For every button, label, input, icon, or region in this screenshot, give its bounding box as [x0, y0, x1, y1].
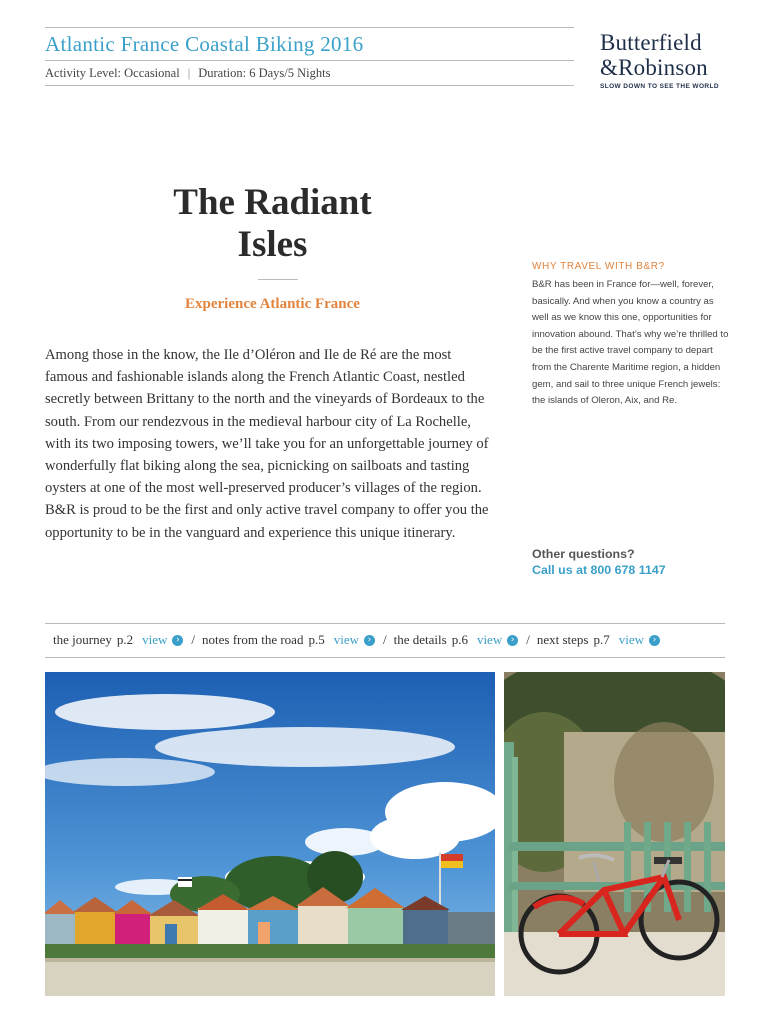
intro-paragraph: Among those in the know, the Ile d’Oléron and Ile de Ré are the most famous and fashionable islands along the French Atlantic Coast, nestled secretly between Brittany to the north and the vineyards of Bordeaux to the south. From our rendezvous in the medieval harbour city of La Rochelle, with its two imposing towers, we’ll take you for an unforgettable journey of wonderfully flat biking along the sea, picnicking on sailboats and tasting oysters at one of the most well-preserved producer’s villages of the region. B&R is proud to be the first and only active travel company to offer you the opportunity to be in the vanguard and experience this unique itinerary. — [45, 347, 489, 541]
nav-view-link-journey[interactable]: view — [142, 632, 168, 647]
logo-tagline: SLOW DOWN TO SEE THE WORLD — [600, 83, 719, 90]
nav-item-details — [394, 632, 519, 648]
chevron-right-icon[interactable]: › — [364, 635, 375, 646]
photo-colorful-cabins — [45, 672, 495, 996]
nav-separator: / — [382, 632, 387, 647]
sidebar-heading: WHY TRAVEL WITH B&R? — [532, 261, 665, 272]
chevron-right-icon[interactable]: › — [507, 635, 518, 646]
nav-separator: / — [526, 632, 530, 647]
nav-item-notes — [202, 632, 375, 648]
nav-view-link-next-steps[interactable]: view — [618, 632, 645, 647]
nav-separator: / — [191, 632, 195, 647]
nav-bottom-rule — [45, 657, 725, 658]
nav-label: the details — [393, 632, 447, 647]
page-title-line-1: The Radiant — [173, 182, 372, 223]
photo-red-bicycle — [504, 672, 725, 996]
call-link[interactable]: Call us at 800 678 1147 — [532, 563, 666, 577]
nav-item-journey — [53, 632, 183, 648]
nav-item-next-steps — [537, 632, 660, 648]
trip-title: Atlantic France Coastal Biking 2016 — [45, 32, 364, 56]
meta-separator: | — [187, 66, 191, 80]
nav-page: p.5 — [308, 632, 325, 647]
sidebar-body: B&R has been in France for—well, forever, basically. And when you know a country as well as we know this one, opportunities for innovation abound. That’s why we’re thrilled to be the first active travel company to depart from the Charente Maritime region, a hidden gem, and sail to three unique French jewels: the islands of Oleron, Aix, and Re. — [532, 279, 729, 407]
header-mid-rule — [45, 60, 574, 61]
duration: Duration: 6 Days/5 Nights — [198, 66, 331, 80]
logo-line-2: &Robinson — [600, 55, 708, 80]
nav-label: notes from the road — [202, 632, 304, 647]
page-title-line-2: Isles — [237, 224, 308, 265]
questions-label: Other questions? — [532, 547, 635, 561]
header-top-rule — [45, 27, 574, 28]
trip-meta — [45, 66, 331, 81]
nav-label: the journey — [53, 632, 112, 647]
page-navigation — [45, 624, 725, 656]
header-bottom-rule — [45, 85, 574, 86]
nav-page: p.2 — [116, 632, 134, 647]
nav-view-link-details[interactable]: view — [476, 632, 503, 647]
title-divider — [258, 279, 298, 280]
nav-page: p.6 — [451, 632, 468, 647]
chevron-right-icon[interactable]: › — [649, 635, 660, 646]
page-title — [110, 182, 435, 266]
nav-label: next steps — [536, 632, 589, 647]
logo-line-1: Butterfield — [600, 30, 702, 55]
company-logo — [600, 30, 726, 90]
activity-level: Activity Level: Occasional — [45, 66, 180, 80]
nav-view-link-notes[interactable]: view — [333, 632, 359, 647]
page-subtitle: Experience Atlantic France — [185, 296, 360, 312]
nav-page: p.7 — [593, 632, 610, 647]
chevron-right-icon[interactable]: › — [172, 635, 183, 646]
